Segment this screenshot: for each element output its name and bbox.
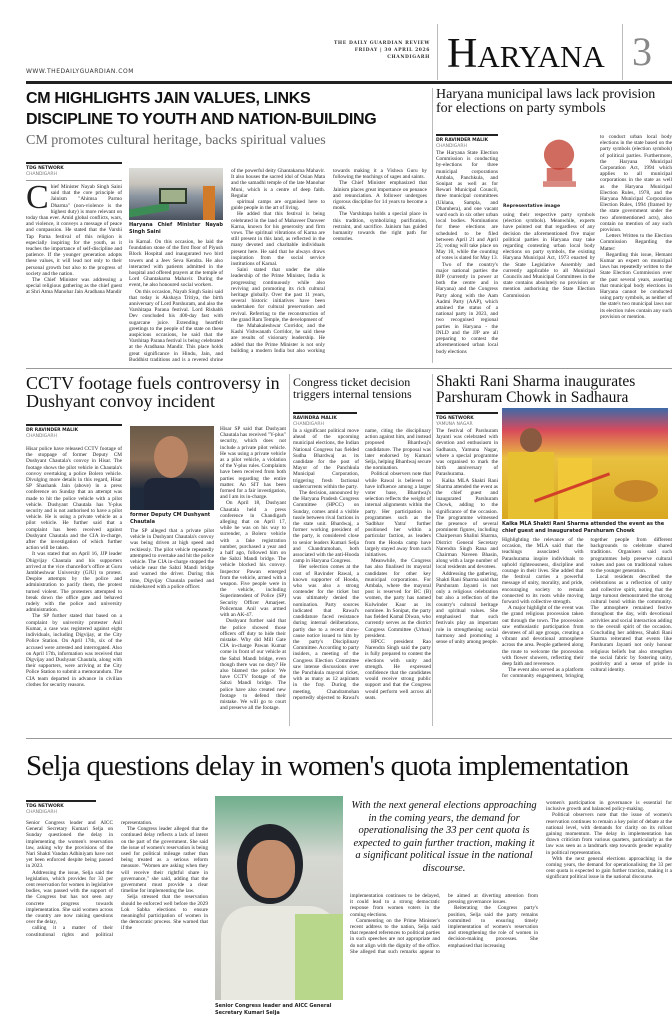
paragraph: The Varshitapa holds a special place in this tradition, symbolizing purification, restraint, and sacrifice. Jainism has guided humanity towards the right path for centuries.: [333, 211, 427, 243]
paragraph: The Congress leader alleged that the continued delay reflects a lack of intent on the part of the government. She said the issue of women's reservation is being used for political mileage rather than being treated as a serious reform measure. "Women are asking when they will receive their rightful share in governance," she said, adding that the government must provide a clear timeline for implementing the law.: [121, 826, 208, 895]
drop-cap: C: [26, 184, 49, 216]
divider: [289, 374, 290, 726]
congress-body: [293, 428, 431, 726]
paragraph: Political observers note that the issue of women's reservation continues to remain a key point of debate at the national level, with demands for clarity on its rollout gaining momentum. The delay in implementation has drawn criticism from various quarters, particularly as the law was seen as a landmark step towards gender equality in political representation.: [546, 812, 672, 856]
selja-caption: Senior Congress leader and AICC General Secretary Kumari Selja: [215, 1003, 332, 1016]
shakti-headline: Shakti Rani Sharma inaugurates Parshuram Chowk in Sadhaura: [436, 373, 636, 406]
divider: [437, 24, 438, 80]
selja-body-mid: [350, 893, 538, 1020]
paragraph: Meanwhile, the Congress has also finalised its mayoral candidates for other key municipal corporations. For Ambala, where the mayoral post is reserved for BC (B) women, the party has named Kulwinder Kaur as its nominee. In Sonipat, the party has fielded Kamal Diwan, who currently serves as the district Congress Committee (Urban) president.: [365, 558, 431, 639]
section-title: HARYANA: [447, 31, 605, 77]
paragraph: The Chief Minister was addressing a special religious gathering as the chief guest at Shri Atma Manohar Jain Aradhana Mandir: [26, 277, 122, 296]
divider: [432, 374, 433, 726]
cctv-photo: [130, 426, 214, 510]
paragraph: In a significant political move ahead of the upcoming municipal elections, the Indian National Congress has fielded Sudha Bhardwaj as its candidate for the post of Mayor of the Panchkula Municipal Corporation, triggering fresh factional undercurrents within the party.: [293, 428, 359, 490]
paragraph: Kalka MLA Shakti Rani Sharma attended the event as the chief guest and inaugurated Parshuram Chowk, adding to the significance of the occasion. The programme witnessed the presence of several prominent figures, including Chairperson Shalini Sharma, District General Secretary Narendra Singh Rana and Chairman Naveen Bhasin, along with a large number of local residents and devotees.: [436, 477, 498, 571]
congress-headline: Congress ticket decision triggers internal tensions: [293, 375, 412, 402]
paragraph: The Chief Minister emphasized that Jainism places great importance on penance and renunciation. A follower undergoes rigorous discipline for 14 years to become a monk.: [333, 180, 427, 212]
lead-headline: [26, 88, 428, 130]
cctv-caption: former Deputy CM Dushyant Chautala: [130, 512, 211, 525]
paragraph: hief Minister Nayab Singh Saini said that the core principle of Jainism "Ahimsa Parmo Dharma" (non-violence is the highest duty) is more relevant on today than ever. Amid global conflicts, wars, and violence, it conveys a message of peace and compassion. He stated that the Varshi Tap Parna festival of this religion is especially inspiring for the youth, as it teaches the importance of self-discipline and patience. If the younger generation adopts these values, it will lead not only to their personal growth but also to the progress of society and the nation.: [26, 184, 122, 277]
lead-photo-caption: Haryana Chief Minister Nayab Singh Saini: [129, 222, 223, 235]
paragraph: Local residents described the celebrations as a reflection of unity and collective spirit, noting that the large turnout demonstrated the strong cultural bond within the community. The atmosphere remained festive throughout the day, with devotional activities and social interaction adding to the overall spirit of the occasion. Concluding her address, Shakti Rani Sharma reiterated that events like Parshuram Jayanti not only honour religious beliefs but also strengthen the social fabric by fostering unity, positivity and a sense of pride in cultural identity.: [590, 574, 672, 674]
paragraph: Dushyant further said that the police showed those officers off duty to hide their mistake. Why did Mill Gate CIA in-charge Pawan Kumar come in front of our vehicle at the Sabzi Mandi bridge, even though there was no duty? He also blamed the police: We have CCTV footage of the Sabzi Mandi bridge. The police have also created new footage to defend their mistake. We will go to court and preserve all the footage.: [220, 618, 286, 712]
paragraph: Letters Written to the Election Commission Regarding the Matter:: [600, 233, 672, 252]
cctv-byline: [26, 424, 122, 440]
paragraph: Hisar SP said that Dushyant Chautala has received "Y-plus" security, which does not include a private pilot vehicle. He was using a private vehicle as a pilot vehicle, a violation of the Y-plus rules. Complaints have been received from both parties regarding the entire matter. An SIT has been formed for a fair investigation, and I am its in-charge.: [220, 426, 286, 501]
paragraph: Highlighting the relevance of the occasion, the MLA said that the teachings associated with Parashurama inspire individuals to uphold righteousness, discipline and courage in their lives. She added that the festival carries a powerful message of unity, morality, and pride, encouraging society to remain connected to its roots while moving forward with collective strength.: [502, 537, 584, 606]
dateline: CHANDIGARH: [26, 172, 57, 177]
shakti-body: [502, 537, 672, 726]
paragraph: women's participation in governance is essential for inclusive growth and balanced policy-making.: [546, 800, 672, 813]
lead-headline-line: CM HIGHLIGHTS JAIN VALUES, LINKS: [26, 90, 311, 107]
paragraph: Addressing the gathering, Shakti Rani Sharma said that Parshuram Jayanti is not only a religious celebration but also a reflection of the country's cultural heritage and spiritual values. She emphasised that such festivals play an important role in strengthening social harmony and promoting a sense of unity among people.: [436, 570, 498, 645]
paragraph: With the next general elections approaching in the coming years, the demand for operationalising the 33 per cent quota is expected to gain further traction, making it a significant political issue in the national discourse.: [546, 855, 672, 881]
municipal-caption: Representative image: [503, 204, 561, 209]
lead-photo: [129, 168, 223, 220]
paragraph: The Haryana State Election Commission is conducting by-elections for three municipal corporations Ambala, Panchkula, and Sonipat as well as for Rewari Municipal Council, three municipal committees (Uklana, Sampla, and Dharuhera), and one vacant ward each in six other urban local bodies. Nominations for these elections are scheduled to be filed between April 21 and April 25; voting will take place on May 10, while the counting of votes is slated for May 13.: [436, 150, 498, 262]
paragraph: using their respective party symbols (election symbols). Meanwhile, experts have pointed out that regardless of any decision the aforementioned five major political parties in Haryana may take regarding contesting urban local body elections on party symbols, the existing Haryana Municipal Act, 1973 enacted by the State Legislative Assembly and currently applicable to all Municipal Councils and Municipal Committees in the state contains absolutely no provision or mention authorising the State Election Commission: [503, 212, 595, 299]
paragraph: the Mahakaleshwar Corridor, and the Kashi Vishwanath Corridor, he said these are results of visionary leadership. He added that the Prime Minister is not only building a modern India but also working towards making it a Vishwa Guru by following the teachings of sages and saints.: [231, 168, 427, 354]
municipal-body-col3: [600, 134, 672, 363]
paragraph: The event also served as a platform for community engagement, bringing together people from different backgrounds to celebrate shared traditions. Organisers said such programmes help preserve cultural values and pass on traditional values to the younger generation.: [502, 537, 672, 680]
municipal-body-col2: [503, 212, 595, 363]
paragraph: Reiterating the Congress party's position, Selja said the party remains committed to ensuring timely implementation of women's reservation and strengthening the role of women in decision-making processes. She emphasised that increasing: [448, 905, 538, 949]
lead-byline: [26, 162, 122, 178]
dateline: CHANDIGARH: [26, 810, 57, 815]
paragraph: calling it a matter of their constitutional rights and political representation.: [26, 820, 153, 938]
edition-info: [300, 40, 430, 61]
paragraph: Hisar police have released CCTV footage of the stoppage of former Deputy CM Dushyant Chautala's convoy in Hisar. The footage shows the pilot vehicle in Chautala's convoy overtaking a police Bolero vehicle. Divulging more details in this regard, Hisar SP Shashank Jain (above) in a press conference on Sunday that an attempt was made to hit the police vehicle with a pilot vehicle. Dushyant Chautala has Y-plus security and is not authorised to have a pilot vehicle. He is using a private vehicle as a pilot vehicle. He further said that a complaint has been received against Dushyant Chautala and the CIA in-charge, after the investigation of which further action will be taken.: [26, 446, 122, 552]
edition-city: CHANDIGARH: [387, 55, 430, 60]
lead-body-col1: [26, 184, 122, 365]
dateline: YAMUNA NAGAR: [436, 422, 473, 427]
author: TDG NETWORK: [26, 166, 64, 171]
issue-date: FRIDAY | 30 APRIL 2026: [354, 48, 430, 53]
municipal-body-col1: [436, 150, 498, 363]
shakti-byline: [436, 412, 498, 428]
shakti-photo: [502, 408, 668, 519]
paragraph: Commenting on the Prime Minister's recent address to the nation, Selja said that repeated references to political parties in such speeches are not appropriate and do not align with the dignity of the office. She alleged that such remarks appear to be aimed at diverting attention from pressing governance issues.: [350, 893, 538, 955]
paragraph: The decision, announced by the Haryana Pradesh Congress Committee (HPCC) on Sunday, comes amid a visible tussle between rival factions in the state unit. Bhardwaj, a former working president of the party, is considered close to senior leaders Kumari Selja and Chandramohan, both associated with the anti-Hooda camp in Haryana Congress.: [293, 490, 359, 565]
paragraph: The SP further stated that based on a complaint by university protester Anil Kumar, a case was registered against eight individuals, including Digvijay, at the City Police Station. On April 17th, six of the accused were arrested and interrogated. Also on April 17th, information was received that Digvijay and Dushyant Chautala, along with their supporters, were arriving at the City Police Station to submit a memorandum. The CIA team departed in advance in civilian clothes for security reasons.: [26, 613, 122, 688]
paragraph: It was stated that on April 16, JJP leader Dhigvijay Chautala and his supporters arrived at the vice chancellor's office at Guru Jambheshwar University (GJU) to protest. Despite attempts by the police and administration to pacify them, the protest turned violent. The protesters attempted to break down the office gate and behaved rudely with the police and university administration.: [26, 551, 122, 614]
divider: [26, 368, 672, 369]
paragraph: Addressing the issue, Selja said the legislation, which provides for 33 per cent reservation for women in legislative bodies, was passed with the support of the Congress but has not seen any concrete progress towards implementation. She said women across the country are now raising questions over the delay,: [26, 869, 113, 926]
divider: [622, 24, 623, 80]
lead-body: [129, 168, 427, 365]
selja-photo: [215, 796, 343, 1000]
website-url: WWW.THEDAILYGUARDIAN.COM: [26, 68, 134, 75]
shakti-body-col1: [436, 428, 498, 726]
author: TDG NETWORK: [436, 416, 474, 421]
dateline: CHANDIGARH: [26, 434, 57, 439]
municipal-headline: Haryana municipal laws lack provision for elections on party symbols: [436, 87, 656, 117]
cctv-body-col1: [26, 446, 122, 726]
selja-headline: Selja questions delay in women's quota implementation: [26, 750, 629, 782]
lead-header: [26, 88, 428, 148]
cctv-body-col3: [220, 426, 286, 726]
paragraph: Regarding this issue, Hemant Kumar an expert on municipal laws has repeatedly written to the State Election Commission over the past several years, asserting that municipal body elections in Haryana cannot be conducted using party symbols, as neither of the state's two municipal laws nor its election rules contain any such provision or mention.: [600, 251, 672, 320]
divider: [26, 180, 122, 181]
paragraph: to conduct urban local body elections in the state based on the party symbols (election symbols) of political parties. Furthermore, the Haryana Municipal Corporation Act, 1994 which applies to all municipal corporations in the state as well as the Haryana Municipal Election Rules, 1978, and the Haryana Municipal Corporation Election Rules, 1994 (framed by the state government under the two aforementioned acts), also contain no mention of any such provision.: [600, 134, 672, 234]
paragraph: Senior Congress leader and AICC General Secretary Kumari Selja on Sunday questioned the delay in implementing the women's reservation law, asking why the provisions of the Nari Shakti Vandan Adhiniyam have not yet been enforced despite being passed in 2023.: [26, 820, 113, 870]
lead-headline-line: DISCIPLINE TO YOUTH AND NATION-BUILDING: [26, 111, 377, 128]
paragraph: On this occasion, Nayab Singh Saini said that today is Akshaya Tritiya, the birth anniversary of Lord Parshuram, and also the Varshitapa Parana festival. Lord Rishabh Dev concluded his 400-day fast with sugarcane juice. Extending heartfelt greetings to the people of the state on these auspicious occasions, he said that the Varshitap Parana festival is being celebrated at the Aradhana Mandir. This place holds great significance in Hindu, Jain, and Buddhist traditions and is a revered shrine of the powerful deity Ghantakarna Mahavir. It also houses the sacred idol of Osian Mata and the samadhi temple of the late Manohar Muni, which is a centre of deep faith. Regular: [129, 168, 325, 363]
pull-quote: With the next general elections approaching in the coming years, the demand for operationalising the 33 per cent quota is expected to gain further traction, making it a significant political issue in the national discourse.: [351, 800, 537, 874]
paragraph: Selja stressed that the reservation should be enforced well before the 2029 Lok Sabha elections to ensure meaningful participation of women in the democratic process. She warned that if the: [121, 894, 208, 932]
paragraph: Two of the country's major national parties the BJP (currently in power at both the centre and in Haryana) and the Congress Party along with the Aam Aadmi Party (AAP), which attained the status of a national party in 2023, and two recognised regional parties in Haryana - the INLD and the JJP are all preparing to contest the aforementioned urban local body elections: [436, 261, 498, 355]
paragraph: HPCC president Rao Narendra Singh said the party is fully prepared to contest the elections with unity and strength. He expressed confidence that the candidates would receive strong public support and that the Congress would perform well across all seats.: [365, 638, 431, 701]
page-number: 3: [632, 29, 652, 74]
paragraph: spiritual camps are organised here to guide people in the art of living.: [231, 199, 325, 212]
cctv-body-col2: [130, 528, 214, 726]
paragraph: He added that this festival is being celebrated in the land of Mahaveer Danveer Karna, known for his generosity and firm vows. The spiritual vibrations of Karna are still present in this land, as reflected in the many devoted and charitable individuals present here. He said that he always draws inspiration from the social service institutions of Karnal.: [231, 211, 325, 268]
shakti-caption: Kalka MLA Shakti Rani Sharma attended the event as the chief guest and inaugurated Parshuram Chowk: [502, 521, 665, 534]
selja-body-left: [26, 820, 208, 1020]
congress-byline: [293, 412, 357, 428]
paragraph: The SP alleged that a private pilot vehicle in Dushyant Chautala's convoy was being driven at high speed and recklessly. The pilot vehicle repeatedly attempted to overtake and hit the police vehicle. The CIA in-charge stopped the vehicle near the Sabzi Mandi bridge and warned the driver. During this time, Digvijay Chautala pushed and misbehaved with a police officer.: [130, 528, 214, 590]
paragraph: in Karnal. On this occasion, he laid the foundation stone of the first floor of Piyush Block Hospital and inaugurated two bird towers and a Jeev Seva Kendra. He also interacted with patients admitted in the hospital and offered prayers at the temple of Lord Ghantakarna Mahavir. During the event, he also honoured social workers.: [129, 239, 223, 289]
author: DR RAVINDER MALIK: [436, 138, 489, 143]
paragraph: implementation continues to be delayed, it could lead to a strong democratic response from women voters in the coming elections.: [350, 893, 440, 918]
author: RAVINDRA MALIK: [293, 416, 337, 421]
cctv-headline: CCTV footage fuels controversy in Dushyant convoy incident: [26, 373, 280, 412]
author: DR RAVINDER MALIK: [26, 428, 79, 433]
paper-name: THE DAILY GUARDIAN REVIEW: [333, 41, 430, 46]
municipal-byline: [436, 134, 498, 150]
dateline: CHANDIGARH: [436, 144, 467, 149]
emblem-icon: [532, 134, 587, 202]
paragraph: A major highlight of the event was the grand religious procession taken out through the town. The procession saw enthusiastic participation from devotees of all age groups, creating a vibrant and devotional atmosphere across the area. People gathered along the route to welcome the procession with flower showers, reflecting their deep faith and reverence.: [502, 605, 584, 668]
paragraph: Saini stated that under the able leadership of the Prime Minister, India is progressing continuously while also reviving and promoting its rich cultural heritage globally. Over the past 11 years, several historic initiatives have been undertaken for cultural preservation and revival. Referring to the reconstruction of the grand Ram Temple, the development of: [231, 267, 325, 323]
paragraph: Political observers note that while Rawal is believed to have influence among a larger voter base, Bhardwaj's selection reflects the weight of internal alignments within the party. Her participation in programmes such as the 'Sadbhav Yatra' further positioned her within a particular faction, as leaders from the Hooda camp have largely stayed away from such initiatives.: [365, 471, 431, 559]
paragraph: Her selection comes at the cost of Ravinder Rawal, a known supporter of Hooda, who was also a strong contender for the ticket but was ultimately denied the nomination. Party sources indicated that Rawal's candidature faced resistance during internal deliberations, partly due to a recent show-cause notice issued to him by the party's Disciplinary Committee. According to party insiders, a meeting of the Congress Election Committee saw intense discussions over the Panchkula mayoral ticket, with as many as 12 aspirants in the fray. During the meeting, Chandramohan reportedly objected to Rawal's name, citing the disciplinary action against him, and instead proposed Bhardwaj's candidature. The proposal was later endorsed by Kumari Selja, helping Bhardwaj secure the nomination.: [293, 428, 431, 701]
divider: [432, 88, 433, 363]
masthead-rule: [26, 81, 672, 84]
paragraph: The festival of Parshuram Jayanti was celebrated with devotion and enthusiasm in Sadhaura, Yamuna Nagar, where a special programme was organised to mark the birth anniversary of Parashurama.: [436, 428, 498, 478]
dateline: CHANDIGARH: [293, 422, 324, 427]
divider: [26, 738, 672, 739]
paragraph: On April 18, Dushyant Chautala held a press conference in Chandigarh alleging that on April 17, while he was on his way to surrender, a Bolero vehicle with a fake registration number, purchased a year and a half ago, followed him on the Sabzi Mandi bridge. The vehicle blocked his convoy. Inspector Pawan emerged from the vehicle, armed with a weapon. Five people were in the vehicle, including Superintendent of Police (SP) Security Officer Amarjeet. Policeman Anil was armed with an AK-47.: [220, 500, 286, 619]
author: TDG NETWORK: [26, 804, 64, 809]
selja-body-right: [546, 800, 672, 1020]
selja-byline: [26, 800, 96, 816]
lead-subhead: CM promotes cultural heritage, backs spiritual values: [26, 133, 326, 148]
